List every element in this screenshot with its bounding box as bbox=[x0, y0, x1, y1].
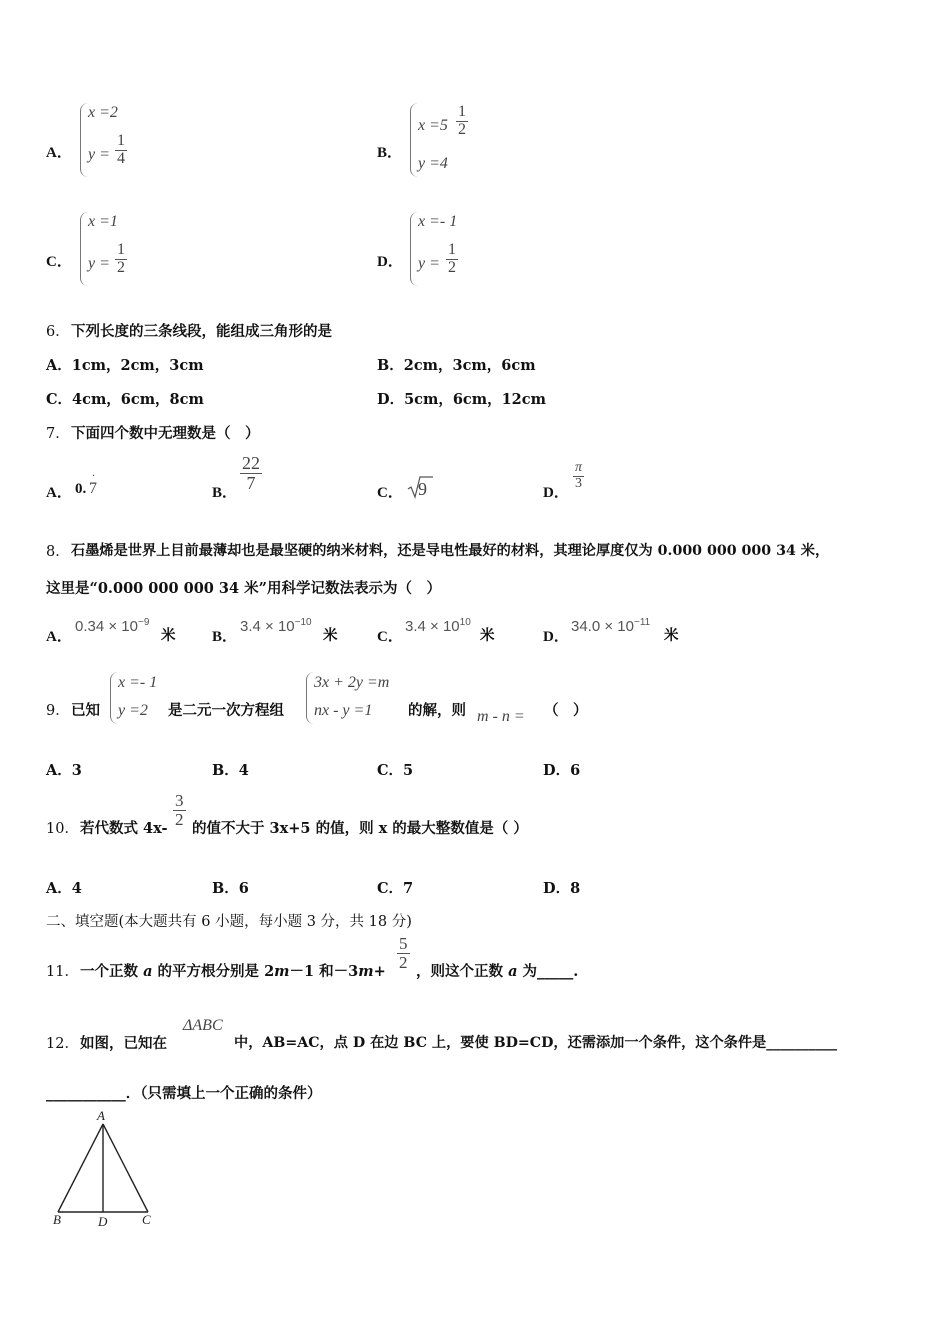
sci-notation: $3.4 \times 10^{-10}$ bbox=[240, 617, 312, 635]
question-number: 10． bbox=[46, 821, 79, 837]
option-label: A． bbox=[46, 145, 72, 161]
question-text: 中，AB=AC，点 D 在边 BC 上，要使 BD=CD，还需添加一个条件，这个条件是__________ bbox=[234, 1035, 838, 1051]
option-label: C． bbox=[377, 485, 403, 501]
eq-line2: y =4 bbox=[418, 155, 448, 172]
unit: 米 bbox=[323, 627, 338, 644]
question-text-line2: 这里是“0.000 000 000 34 米”用科学记数法表示为（ ） bbox=[46, 580, 441, 597]
sci-notation: $34.0 \times 10^{-11}$ bbox=[571, 617, 651, 635]
section-heading: 二、填空题(本大题共有 6 小题，每小题 3 分，共 18 分) bbox=[46, 914, 412, 930]
expression: m - n = bbox=[477, 708, 525, 725]
option-b: B．6 bbox=[212, 880, 249, 897]
vertex-label-b: B bbox=[53, 1212, 61, 1227]
eq-line1: 3x + 2y =m bbox=[314, 674, 390, 691]
option-label: D． bbox=[377, 254, 403, 270]
option-a: A．4 bbox=[46, 880, 82, 897]
fraction: $\frac{1}{2}$ bbox=[448, 241, 456, 276]
option-b: B．2cm，3cm，6cm bbox=[377, 357, 536, 374]
fraction: $\frac{5}{2}$ bbox=[399, 934, 408, 972]
question-number: 9． bbox=[46, 703, 70, 719]
sci-notation: $0.34 \times 10^{-9}$ bbox=[75, 617, 150, 635]
decimal-value: 0. bbox=[75, 481, 87, 497]
unit: 米 bbox=[161, 627, 176, 644]
option-label: C． bbox=[46, 254, 72, 270]
vertex-label-c: C bbox=[142, 1212, 151, 1227]
eq-line1-pre: x =5 bbox=[418, 117, 448, 134]
option-a: A．1cm，2cm，3cm bbox=[46, 357, 204, 374]
option-label: B． bbox=[377, 145, 403, 161]
eq-line2-pre: y = bbox=[418, 255, 440, 272]
repeat-dot-icon: · bbox=[92, 471, 96, 482]
eq-line2: nx - y =1 bbox=[314, 702, 373, 719]
option-label: A． bbox=[46, 629, 72, 645]
radicand: 9 bbox=[418, 479, 427, 499]
question-text: 若代数式 4x- bbox=[80, 820, 168, 837]
option-c: C．5 bbox=[377, 762, 414, 779]
option-label: D． bbox=[543, 485, 569, 501]
question-text: 下列长度的三条线段，能组成三角形的是 bbox=[71, 323, 332, 340]
side-ab bbox=[58, 1124, 103, 1212]
fraction: $\frac{3}{2}$ bbox=[175, 791, 184, 829]
option-label: D． bbox=[543, 629, 569, 645]
option-a: A．3 bbox=[46, 762, 82, 779]
question-text: 下面四个数中无理数是（ ） bbox=[71, 425, 260, 442]
fraction: $\frac{22}{7}$ bbox=[242, 453, 260, 493]
question-text-tail: ，则这个正数 a 为_____. bbox=[416, 963, 579, 980]
eq-line2-pre: y = bbox=[88, 255, 110, 272]
option-c: C．4cm，6cm，8cm bbox=[46, 391, 204, 408]
option-d: D．5cm，6cm，12cm bbox=[377, 391, 546, 408]
fraction: $\frac{1}{2}$ bbox=[458, 103, 466, 138]
eq-line1: x =2 bbox=[88, 104, 118, 121]
option-b: B．4 bbox=[212, 762, 249, 779]
question-text: 是二元一次方程组 bbox=[168, 702, 284, 719]
option-label: C． bbox=[377, 629, 403, 645]
question-number: 12． bbox=[46, 1036, 79, 1052]
answer-paren: （ ） bbox=[544, 702, 588, 719]
eq-line1: x =1 bbox=[88, 213, 118, 230]
question-text: 已知 bbox=[71, 702, 100, 719]
fraction: $\frac{\pi}{3}$ bbox=[575, 460, 583, 491]
fraction: $\frac{1}{4}$ bbox=[117, 132, 125, 167]
question-number: 7． bbox=[46, 426, 70, 442]
triangle-symbol: ΔABC bbox=[183, 1017, 223, 1034]
vertex-label-a: A bbox=[97, 1108, 105, 1123]
eq-line1: x =- 1 bbox=[418, 213, 458, 230]
option-label: A． bbox=[46, 485, 72, 501]
sci-notation: $3.4 \times 10^{10}$ bbox=[405, 617, 471, 635]
eq-line2: y =2 bbox=[118, 702, 148, 719]
question-text: 一个正数 a 的平方根分别是 2m－1 和－3m+ bbox=[80, 963, 386, 980]
option-c: C．7 bbox=[377, 880, 414, 897]
option-d: D．6 bbox=[543, 762, 581, 779]
eq-line2-pre: y = bbox=[88, 146, 110, 163]
question-text-line1: 石墨烯是世界上目前最薄却也是最坚硬的纳米材料，还是导电性最好的材料，其理论厚度仅为 0.000 000 000 34 米， bbox=[71, 543, 830, 559]
unit: 米 bbox=[664, 627, 679, 644]
eq-line1: x =- 1 bbox=[118, 674, 158, 691]
question-text: 的值不大于 3x+5 的值，则 x 的最大整数值是（ ） bbox=[192, 820, 528, 837]
question-text: 的解，则 bbox=[408, 702, 466, 719]
question-number: 6． bbox=[46, 324, 70, 340]
repeating-digit: 7 bbox=[89, 480, 97, 497]
fraction: $\frac{1}{2}$ bbox=[117, 241, 125, 276]
question-text: 如图，已知在 bbox=[80, 1035, 167, 1052]
point-label-d: D bbox=[98, 1214, 108, 1229]
option-d: D．8 bbox=[543, 880, 581, 897]
unit: 米 bbox=[480, 627, 495, 644]
option-label: B． bbox=[212, 629, 238, 645]
question-number: 8． bbox=[46, 544, 70, 560]
option-label: B． bbox=[212, 485, 238, 501]
triangle-figure bbox=[46, 1110, 166, 1230]
question-text-line2: ___________．（只需填上一个正确的条件） bbox=[46, 1085, 322, 1102]
question-number: 11． bbox=[46, 964, 79, 980]
side-ac bbox=[103, 1124, 148, 1212]
